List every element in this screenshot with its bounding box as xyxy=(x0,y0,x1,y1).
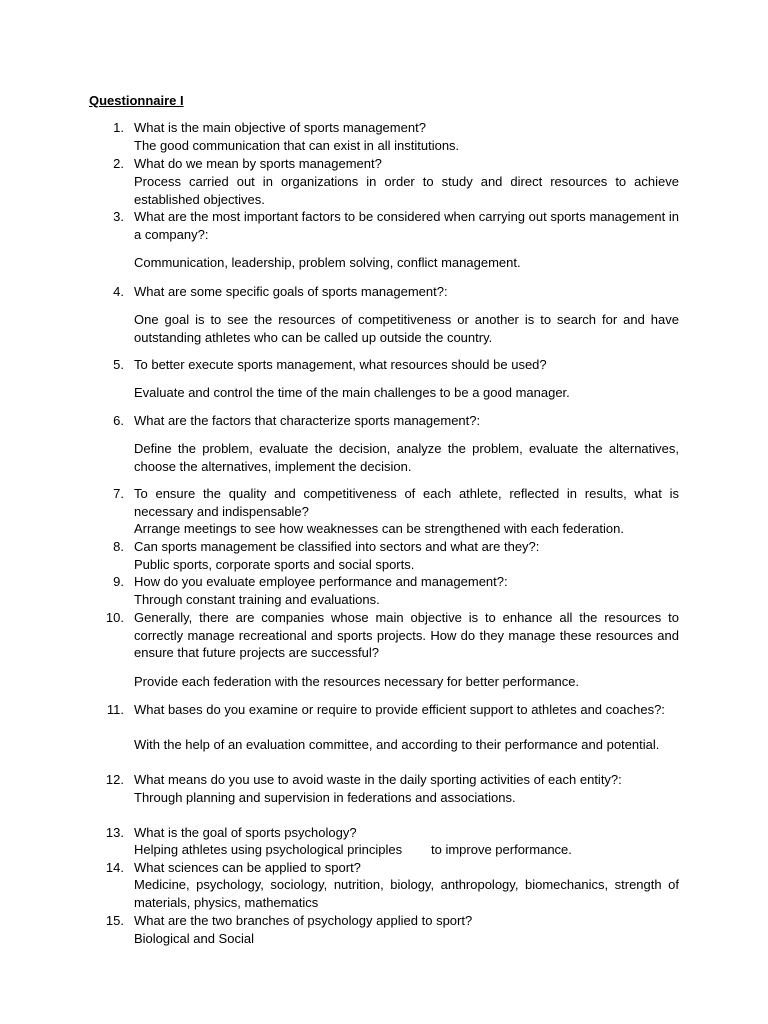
question-text: What are the two branches of psychology applied to sport? xyxy=(134,913,473,928)
answer-text: Process carried out in organizations in order to study and direct resources to achieve established objectives. xyxy=(134,174,679,207)
answer-text: One goal is to see the resources of competitiveness or another is to search for and have outstanding athletes who can be called up outside the country. xyxy=(134,312,679,345)
question-text: What is the main objective of sports management? xyxy=(134,120,426,135)
answer-text: Public sports, corporate sports and social sports. xyxy=(134,557,415,572)
answer-text: Helping athletes using psychological principles to improve performance. xyxy=(134,842,572,857)
answer-text: Define the problem, evaluate the decision, analyze the problem, evaluate the alternatives, choose the alternatives, implement the decision. xyxy=(134,441,679,474)
question-number: 10. xyxy=(105,610,124,625)
answer-text: Arrange meetings to see how weaknesses can be strengthened with each federation. xyxy=(134,521,624,536)
answer-text: Provide each federation with the resources necessary for better performance. xyxy=(134,674,580,689)
answer-text: With the help of an evaluation committee, and according to their performance and potential. xyxy=(134,737,660,752)
question-number: 14. xyxy=(105,860,124,875)
answer-text: Evaluate and control the time of the main challenges to be a good manager. xyxy=(134,385,570,400)
question-text: What are the most important factors to be considered when carrying out sports management in a company?: xyxy=(134,209,679,242)
answer-text: Through constant training and evaluations. xyxy=(134,592,380,607)
question-number: 3. xyxy=(113,209,124,224)
question-number: 12. xyxy=(105,772,124,787)
question-number: 13. xyxy=(105,825,124,840)
question-text: What means do you use to avoid waste in the daily sporting activities of each entity?: xyxy=(134,772,622,787)
question-number: 8. xyxy=(113,539,124,554)
question-text: How do you evaluate employee performance and management?: xyxy=(134,574,508,589)
question-number: 11. xyxy=(106,702,124,717)
question-text: What sciences can be applied to sport? xyxy=(134,860,361,875)
question-number: 6. xyxy=(113,413,124,428)
question-number: 5. xyxy=(113,357,124,372)
question-text: What are some specific goals of sports management?: xyxy=(134,284,448,299)
answer-text: Biological and Social xyxy=(134,931,254,946)
question-text: What are the factors that characterize sports management?: xyxy=(134,413,481,428)
question-text: Generally, there are companies whose main objective is to enhance all the resources to correctly manage recreational and sports projects. How do they manage these resources and ensure that future projects are successful? xyxy=(134,610,679,661)
question-number: 9. xyxy=(113,574,124,589)
question-text: What bases do you examine or require to provide efficient support to athletes and coaches?: xyxy=(134,702,665,717)
question-number: 4. xyxy=(113,284,124,299)
answer-text: The good communication that can exist in all institutions. xyxy=(134,138,460,153)
question-number: 15. xyxy=(105,913,124,928)
question-text: To better execute sports management, what resources should be used? xyxy=(134,357,547,372)
answer-text: Through planning and supervision in federations and associations. xyxy=(134,790,516,805)
question-text: What do we mean by sports management? xyxy=(134,156,382,171)
answer-text: Medicine, psychology, sociology, nutrition, biology, anthropology, biomechanics, strength of materials, physics, mathematics xyxy=(134,877,679,910)
question-number: 1. xyxy=(113,120,124,135)
questionnaire-title: Questionnaire I xyxy=(89,93,184,108)
answer-text: Communication, leadership, problem solving, conflict management. xyxy=(134,255,521,270)
question-number: 2. xyxy=(113,156,124,171)
question-number: 7. xyxy=(113,486,124,501)
question-text: What is the goal of sports psychology? xyxy=(134,825,357,840)
question-text: Can sports management be classified into sectors and what are they?: xyxy=(134,539,540,554)
question-text: To ensure the quality and competitiveness of each athlete, reflected in results, what is necessary and indispensable? xyxy=(134,486,679,519)
